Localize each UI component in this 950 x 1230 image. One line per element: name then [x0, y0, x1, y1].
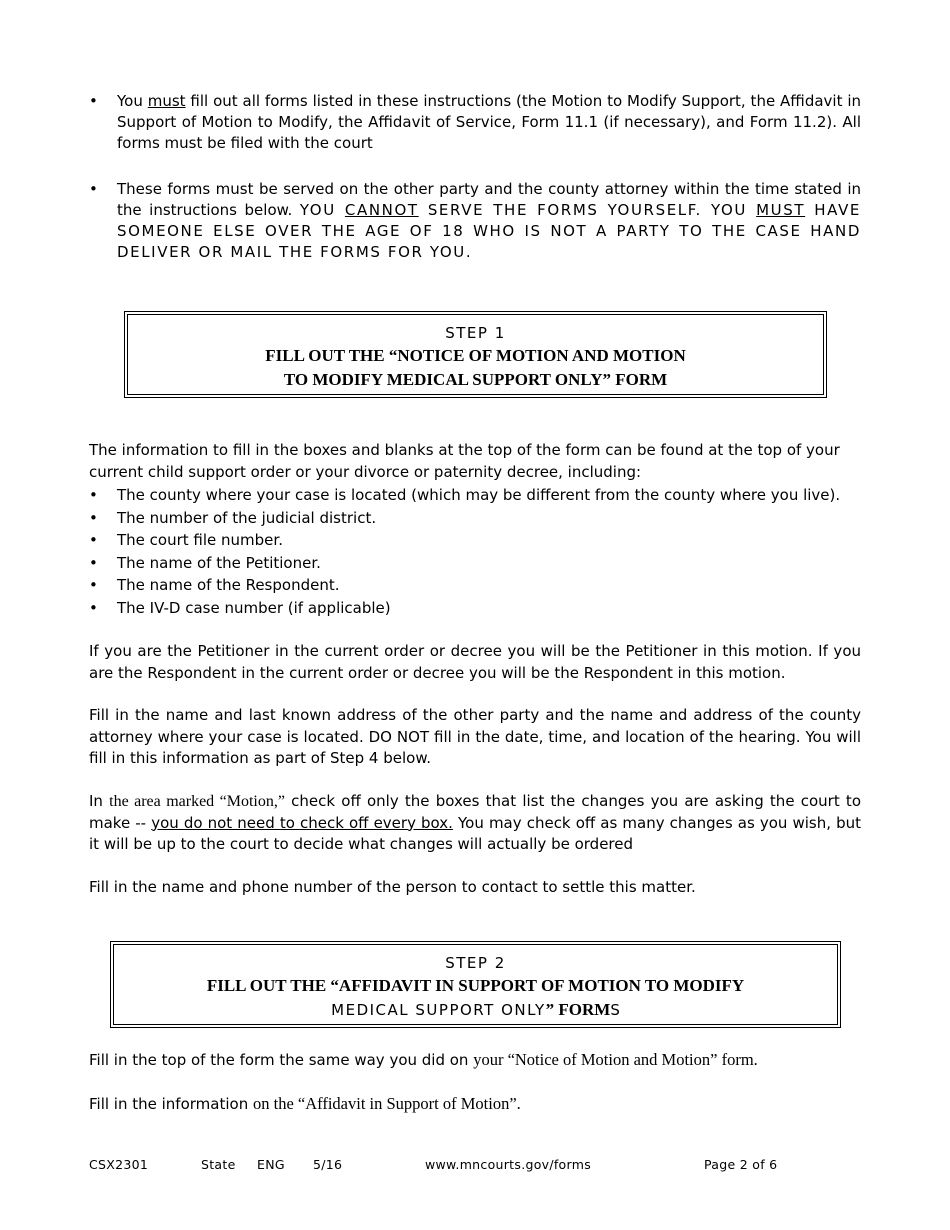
step-2-title-line-1: FILL OUT THE “AFFIDAVIT IN SUPPORT OF MOTION TO MODIFY — [206, 976, 745, 995]
case-info-list — [89, 484, 861, 619]
step-1-title-line-1: FILL OUT THE “NOTICE OF MOTION AND MOTION — [265, 346, 686, 365]
step-2-paragraph-1: Fill in the top of the form the same way you did on your “Notice of Motion and Motion” form. — [89, 1050, 758, 1069]
bullet-icon: • — [89, 598, 98, 617]
list-item: • The IV-D case number (if applicable) — [89, 597, 861, 620]
footer-state: State — [201, 1157, 236, 1172]
list-item: • The name of the Petitioner. — [89, 552, 861, 575]
list-item: • The court file number. — [89, 529, 861, 552]
petitioner-paragraph: If you are the Petitioner in the current order or decree you will be the Petitioner in this motion. If you are the Respondent in the current order or decree you will be the Respondent in this motion. — [89, 642, 861, 682]
bullet-icon: • — [89, 92, 98, 110]
bullet-icon: • — [89, 508, 98, 527]
bullet-icon: • — [89, 553, 98, 572]
step-1-title-line-2: TO MODIFY MEDICAL SUPPORT ONLY” FORM — [283, 370, 668, 389]
step-2-paragraph-2: Fill in the information on the “Affidavit in Support of Motion”. — [89, 1094, 521, 1113]
list-item: • The number of the judicial district. — [89, 507, 861, 530]
bullet-icon: • — [89, 531, 98, 549]
motion-paragraph: In the area marked “Motion,” check off only the boxes that list the changes you are asking the court to make -- you do not need to check off every box. You may check off as many changes as you wish, but it will be up to the court to decide what changes will actually be ordered — [89, 792, 862, 853]
footer-date: 5/16 — [313, 1157, 343, 1172]
bullet-icon: • — [89, 576, 98, 594]
step-1-intro-paragraph: The information to fill in the boxes and blanks at the top of the form can be found at the top of your current child support order or your divorce or paternity decree, including: — [89, 441, 840, 481]
footer-page-number: Page 2 of 6 — [704, 1157, 778, 1172]
step-1-label: STEP 1 — [445, 324, 506, 342]
step-2-label: STEP 2 — [445, 954, 506, 972]
contact-paragraph: Fill in the name and phone number of the person to contact to settle this matter. — [89, 878, 696, 896]
footer-form-code: CSX2301 — [89, 1157, 149, 1172]
intro-bullet-1 — [89, 91, 861, 154]
step-1-heading-box — [124, 311, 827, 398]
footer-url[interactable]: www.mncourts.gov/forms — [425, 1157, 592, 1172]
intro-bullet-2-text: These forms must be served on the other party and the county attorney within the time stated in the instructions below. YOU CANNOT SERVE THE FORMS YOURSELF. YOU MUST HAVE SOMEONE ELSE OVER THE AGE OF 18 WHO IS NOT A PARTY TO THE CASE HAND DELIVER OR MAIL THE FORMS FOR YOU. — [117, 180, 862, 261]
step-2-title-line-2: MEDICAL SUPPORT ONLY” FORMS — [331, 1000, 620, 1019]
other-party-paragraph: Fill in the name and last known address of the other party and the name and address of the county attorney where your case is located. DO NOT fill in the date, time, and location of the hearing. You will fill in this information as part of Step 4 below. — [89, 706, 861, 767]
step-2-heading-box — [110, 941, 841, 1028]
bullet-icon: • — [89, 180, 98, 198]
list-item: • The name of the Respondent. — [89, 574, 861, 597]
list-item: • The county where your case is located (which may be different from the county where you live). — [89, 484, 861, 507]
intro-bullet-2 — [89, 179, 861, 263]
footer-language: ENG — [257, 1157, 285, 1172]
bullet-icon: • — [89, 486, 98, 504]
intro-bullet-1-text: You must fill out all forms listed in these instructions (the Motion to Modify Support, the Affidavit in Support of Motion to Modify, the Affidavit of Service, Form 11.1 (if necessary), and Form 11.2). All forms must be filed with the court — [117, 92, 862, 152]
